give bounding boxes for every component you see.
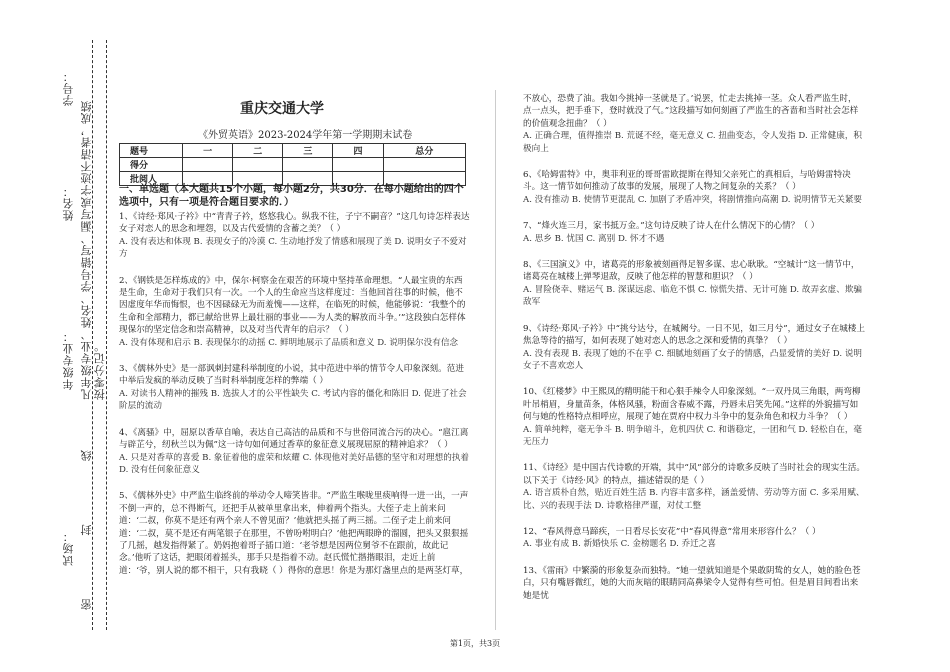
question-item (523, 220, 865, 245)
seal-line-text: 密 封 线 (80, 420, 93, 610)
question-text: 6、《哈姆雷特》中，奥菲利亚的哥哥雷欧提斯在得知父亲死亡的真相后，与哈姆雷特决斗。这一情节如何推动了故事的发展，展现了人物之间复杂的关系？（ ） (523, 170, 851, 193)
question-options: A. 冒险侥幸、赌运气 B. 深谋远虑、临危不惧 C. 惊慌失措、无计可施 D. 故弄玄虚、欺骗敌军 (523, 284, 863, 308)
question-item (523, 259, 865, 309)
page-footer: 第1页，共3页 (449, 639, 501, 648)
question-text: 9、《诗经·郑风·子衿》中“挑兮达兮，在城阙兮。一日不见，如三月兮”，通过女子在城楼上焦急等待的描写，如何表现了她对恋人的思念之深和爱情的真挚？（ ） (523, 323, 865, 347)
col-header: 题号 (120, 144, 183, 158)
student-id-label: 学号： (62, 70, 75, 106)
score-cell[interactable] (383, 158, 465, 172)
question-item (523, 169, 865, 206)
row-label: 批阅人 (120, 172, 183, 186)
question-item (523, 526, 865, 551)
question-item (119, 363, 471, 413)
row-label: 得分 (120, 158, 183, 172)
exam-site-label: 试场： (62, 530, 75, 566)
question-item (523, 565, 865, 602)
name-label: 姓名： (62, 185, 75, 221)
question-text: 5、《儒林外史》中严监生临终前的举动令人啼笑皆非。“严监生喉咙里痰响得一进一出，一声不倒一声的，总不得断气，还把手从被单里拿出来，伸着两个指头。大侄子走上前来问道：‘二叔，你莫不是还有两个亲人不曾见面？’他就把头摇了两三摇。二侄子走上前来问道：‘二叔，莫不是还有两笔银子在那里，不曾吩咐明白？’他把两眼睁的溜圆，把头又狠狠摇了几摇，越发指得紧了。奶妈抱着哥子插口道：‘老爷想是因两位舅爷不在跟前，故此记念。’他听了这话，把眼闭着摇头，那手只是指着不动。赵氏慌忙揩揩眼泪，走近上前道：‘爷，别人说的都不相干，只有我晓（ ）得你的意思！你是为那灯盏里点的是两茎灯草， (119, 491, 469, 576)
question-options: A. 没有推动 B. 使情节更混乱 C. 加剧了矛盾冲突，将剧情推向高潮 D. 说明情节无关紧要 (523, 194, 863, 205)
question-item (523, 323, 865, 373)
score-table (119, 143, 466, 186)
question-item (523, 93, 865, 155)
score-table-header (120, 144, 466, 158)
university-title: 重庆交通大学 (240, 101, 324, 117)
col-header: 总分 (383, 144, 465, 158)
question-text: 13、《雷雨》中繁漪的形象复杂而独特。“她一望就知道是个果敢阴鸷的女人，她的脸色苍白，只有嘴唇微红，她的大而灰暗的眼睛同高鼻梁令人觉得有些可怕。但是眉目间看出来她是忧 (523, 565, 861, 601)
col-header: 一 (183, 144, 233, 158)
question-text: 11、《诗经》是中国古代诗歌的开端，其中“风”部分的诗歌多反映了当时社会的现实生活。以下关于《诗经·风》的特点，描述错误的是（ ） (523, 463, 865, 486)
grade-major-label: 年级专业： (62, 330, 75, 390)
left-column (119, 211, 471, 591)
question-options: A. 没有体现和启示 B. 表现保尔的动摇 C. 鲜明地展示了品质和意义 D. 说明保尔没有信念 (119, 337, 459, 348)
question-options: A. 没有表达和体现 B. 表现女子的冷漠 C. 生动地抒发了情感和展现了美 D. 说明女子不爱对方 (119, 236, 467, 260)
score-cell[interactable] (233, 158, 283, 172)
table-row (120, 158, 466, 172)
question-item (119, 211, 471, 261)
question-text: 2、《钢铁是怎样炼成的》中，保尔·柯察金在艰苦的环境中坚持革命理想。“人最宝贵的东西是生命，生命对于我们只有一次。一个人的生命应当这样度过：当他回首往事的时候，他不因虚度年华而悔恨，也不因碌碌无为而羞愧——这样，在临死的时候，他能够说：‘我整个的生命和全部精力，都已献给世界上最壮丽的事业——为人类的解放而斗争。’”这段独白怎样体现保尔的坚定信念和崇高精神，以及对当代青年的启示？（ ） (119, 275, 466, 336)
question-text: 10、《红楼梦》中王熙凤的精明能干和心狠手辣令人印象深刻。“一双丹凤三角眼，两弯柳叶吊梢眉，身量苗条，体格风骚，粉面含春威不露，丹唇未启笑先闻。”这样的外貌描写如何与她的性格特点相呼应，展现了她在贾府中权力斗争中的复杂角色和权力斗争？（ ） (523, 387, 861, 423)
question-options: A. 只是对香草的喜爱 B. 象征着他的虚荣和炫耀 C. 体现他对美好品德的坚守和对理想的执着 D. 没有任何象征意义 (119, 452, 470, 475)
question-options: A. 思乡 B. 忧国 C. 离别 D. 怀才不遇 (523, 233, 665, 244)
col-header: 三 (283, 144, 333, 158)
question-options: A. 正确合理，值得推崇 B. 荒诞不经，毫无意义 C. 扭曲变态，令人发指 D. 正常健康，积极向上 (523, 131, 863, 154)
question-item (523, 462, 865, 512)
binding-notice: 凡年级专业、姓名、学号错写、漏写或字迹不清者，成绩按零分记。 (80, 100, 107, 400)
question-text: 12、“春风得意马蹄疾，一日看尽长安花”中“春风得意”常用来形容什么？（ ） (523, 526, 821, 537)
col-header: 二 (233, 144, 283, 158)
question-item (523, 386, 865, 448)
score-cell[interactable] (333, 158, 383, 172)
question-options: A. 没有表现 B. 表现了她的不在乎 C. 细腻地刻画了女子的情感，凸显爱情的美好 D. 说明女子不喜欢恋人 (523, 348, 863, 371)
col-header: 四 (333, 144, 383, 158)
question-text: 7、“烽火连三月，家书抵万金。”这句诗反映了诗人在什么情况下的心情？（ ） (523, 221, 820, 232)
score-cell[interactable] (183, 158, 233, 172)
question-text: 4、《离骚》中，屈原以香草自喻，表达自己高洁的品质和不与世俗同流合污的决心。“扈江离与辟芷兮，纫秋兰以为佩”这一诗句如何通过香草的象征意义展现屈原的精神追求？（ ） (119, 427, 469, 451)
question-item (119, 490, 471, 577)
section1-heading: 一、单选题（本大题共15个小题，每小题2分，共30分．在每小题给出的四个选项中，只有一项是符合题目要求的．） (119, 184, 464, 208)
question-item (119, 275, 471, 349)
question-options: A. 简单纯粹，毫无争斗 B. 明争暗斗，危机四伏 C. 和谐稳定，一团和气 D. 轻松自在，毫无压力 (523, 424, 863, 447)
question-options: A. 事业有成 B. 新婚快乐 C. 金榜题名 D. 乔迁之喜 (523, 539, 716, 550)
question-text: 3、《儒林外史》是一部讽刺封建科举制度的小说，其中范进中举的情节令人印象深刻。范进中举后发疯的举动反映了当时科举制度怎样的弊端（ ） (119, 364, 464, 387)
question-text: 不放心，恐费了油。我如今挑掉一茎就是了。’说罢，忙走去挑掉一茎。众人看严监生时，点一点头，把手垂下，登时就没了气。”这段描写如何刻画了严监生的吝啬和当时社会怎样的价值观念扭曲？（ ） (523, 94, 859, 129)
exam-subtitle: 《外贸英语》2023-2024学年第一学期期末试卷 (198, 130, 413, 141)
question-item (119, 427, 471, 477)
question-text: 8、《三国演义》中，诸葛亮的形象被刻画得足智多谋、忠心耿耿。“空城计”这一情节中，诸葛亮在城楼上弹琴退敌，反映了他怎样的智慧和胆识？（ ） (523, 260, 860, 283)
question-options: A. 对读书人精神的摧残 B. 选拔人才的公平性缺失 C. 考试内容的僵化和陈旧 D. 促进了社会阶层的流动 (119, 388, 467, 412)
question-text: 1、《诗经·郑风·子衿》中“青青子衿，悠悠我心。纵我不往，子宁不嗣音？”这几句诗怎样表达女子对恋人的思念和埋怨，以及古代爱情的含蓄之美？（ ） (119, 212, 470, 235)
column-divider (495, 90, 496, 630)
score-cell[interactable] (283, 158, 333, 172)
question-options: A. 语言质朴自然，贴近百姓生活 B. 内容丰富多样，涵盖爱情、劳动等方面 C. 多采用赋、比、兴的表现手法 D. 诗歌格律严谨，对仗工整 (523, 488, 865, 511)
right-column (523, 93, 865, 616)
